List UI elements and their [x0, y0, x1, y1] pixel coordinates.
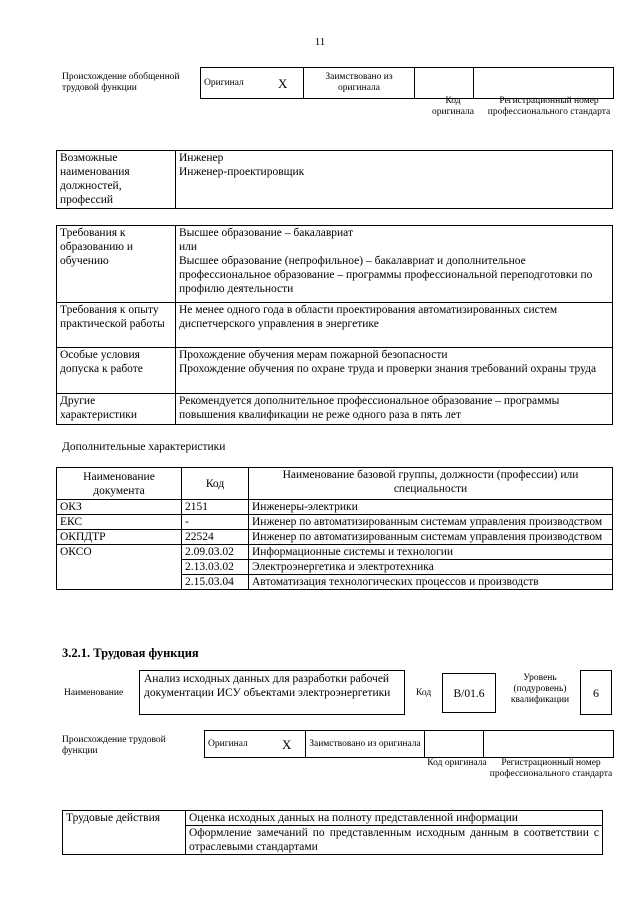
origin-borrowed: Заимствовано из оригинала	[306, 731, 425, 758]
additional-heading: Дополнительные характеристики	[62, 441, 226, 453]
req-value: Не менее одного года в области проектирования автоматизированных систем диспетчерского управления в энергетике	[176, 303, 613, 348]
row-code: -	[182, 515, 249, 530]
row-name: Автоматизация технологических процессов и производств	[249, 575, 613, 590]
origin-code-cell	[425, 731, 484, 758]
row-name: Инженер по автоматизированным системам управления производством	[249, 515, 613, 530]
req-label: Требования к образованию и обучению	[57, 226, 176, 303]
origin-original: Оригинал	[201, 68, 276, 99]
reg-caption: Регистрационный номер профессионального стандарта	[487, 96, 611, 117]
row-code: 2.13.03.02	[182, 560, 249, 575]
position-item: Инженер-проектировщик	[179, 166, 305, 178]
origin-mark: X	[279, 731, 306, 758]
row-code: 22524	[182, 530, 249, 545]
labor-action-item: Оценка исходных данных на полноту представленной информации	[186, 811, 603, 826]
row-name: Информационные системы и технологии	[249, 545, 613, 560]
positions-label: Возможные наименования должностей, профессий	[57, 151, 176, 209]
function-code-value: B/01.6	[442, 673, 496, 713]
req-value: Прохождение обучения мерам пожарной безопасности Прохождение обучения по охране труда и проверки знания требований охраны труда	[176, 348, 613, 394]
origin-label: Происхождение трудовой функции	[62, 735, 166, 756]
req-value: Высшее образование – бакалавриат или Высшее образование (непрофильное) – бакалавриат и дополнительное профессиональное образование – программы профессиональной переподготовки по профилю деятельности	[176, 226, 613, 303]
level-label: Уровень (подуровень) квалификации	[510, 673, 570, 705]
row-doc: ЕКС	[57, 515, 182, 530]
req-label: Другие характеристики	[57, 394, 176, 425]
req-label: Требования к опыту практической работы	[57, 303, 176, 348]
origin-table	[204, 730, 614, 758]
row-doc: ОКЗ	[57, 500, 182, 515]
labor-action-item: Оформление замечаний по представленным исходным данным в соответствии с отраслевыми стандартами	[186, 826, 603, 855]
origin-label: Происхождение обобщенной трудовой функции	[62, 72, 180, 93]
position-item: Инженер	[179, 152, 224, 164]
row-code: 2151	[182, 500, 249, 515]
reg-caption: Регистрационный номер профессионального стандарта	[489, 758, 613, 779]
additional-table	[56, 467, 613, 590]
req-label: Особые условия допуска к работе	[57, 348, 176, 394]
origin-reg-cell	[484, 731, 614, 758]
requirements-table	[56, 225, 613, 425]
origin-table	[200, 67, 614, 99]
origin-code-cell	[415, 68, 474, 99]
positions-values	[176, 151, 613, 209]
function-code-label: Код	[416, 688, 432, 698]
labor-actions-label: Трудовые действия	[63, 811, 186, 855]
page-number: 11	[314, 36, 326, 48]
level-value: 6	[580, 670, 612, 715]
origin-mark: X	[275, 68, 304, 99]
code-caption: Код оригинала	[427, 758, 487, 768]
row-code: 2.15.03.04	[182, 575, 249, 590]
origin-original: Оригинал	[205, 731, 280, 758]
header-doc: Наименование документа	[57, 468, 182, 500]
row-name: Электроэнергетика и электротехника	[249, 560, 613, 575]
origin-reg-cell	[474, 68, 614, 99]
header-code: Код	[182, 468, 249, 500]
req-value: Рекомендуется дополнительное профессиональное образование – программы повышения квалификации не реже одного раза в пять лет	[176, 394, 613, 425]
header-name: Наименование базовой группы, должности (профессии) или специальности	[249, 468, 613, 500]
positions-table	[56, 150, 613, 209]
row-doc: ОКСО	[57, 545, 182, 590]
origin-borrowed: Заимствовано из оригинала	[304, 68, 415, 99]
row-name: Инженеры-электрики	[249, 500, 613, 515]
labor-actions-table	[62, 810, 603, 855]
row-name: Инженер по автоматизированным системам управления производством	[249, 530, 613, 545]
function-name-value: Анализ исходных данных для разработки рабочей документации ИСУ объектами электроэнергетики	[139, 670, 405, 715]
code-caption: Код оригинала	[432, 96, 474, 117]
function-name-label: Наименование	[64, 688, 124, 698]
row-code: 2.09.03.02	[182, 545, 249, 560]
row-doc: ОКПДТР	[57, 530, 182, 545]
section-title: 3.2.1. Трудовая функция	[62, 646, 199, 660]
